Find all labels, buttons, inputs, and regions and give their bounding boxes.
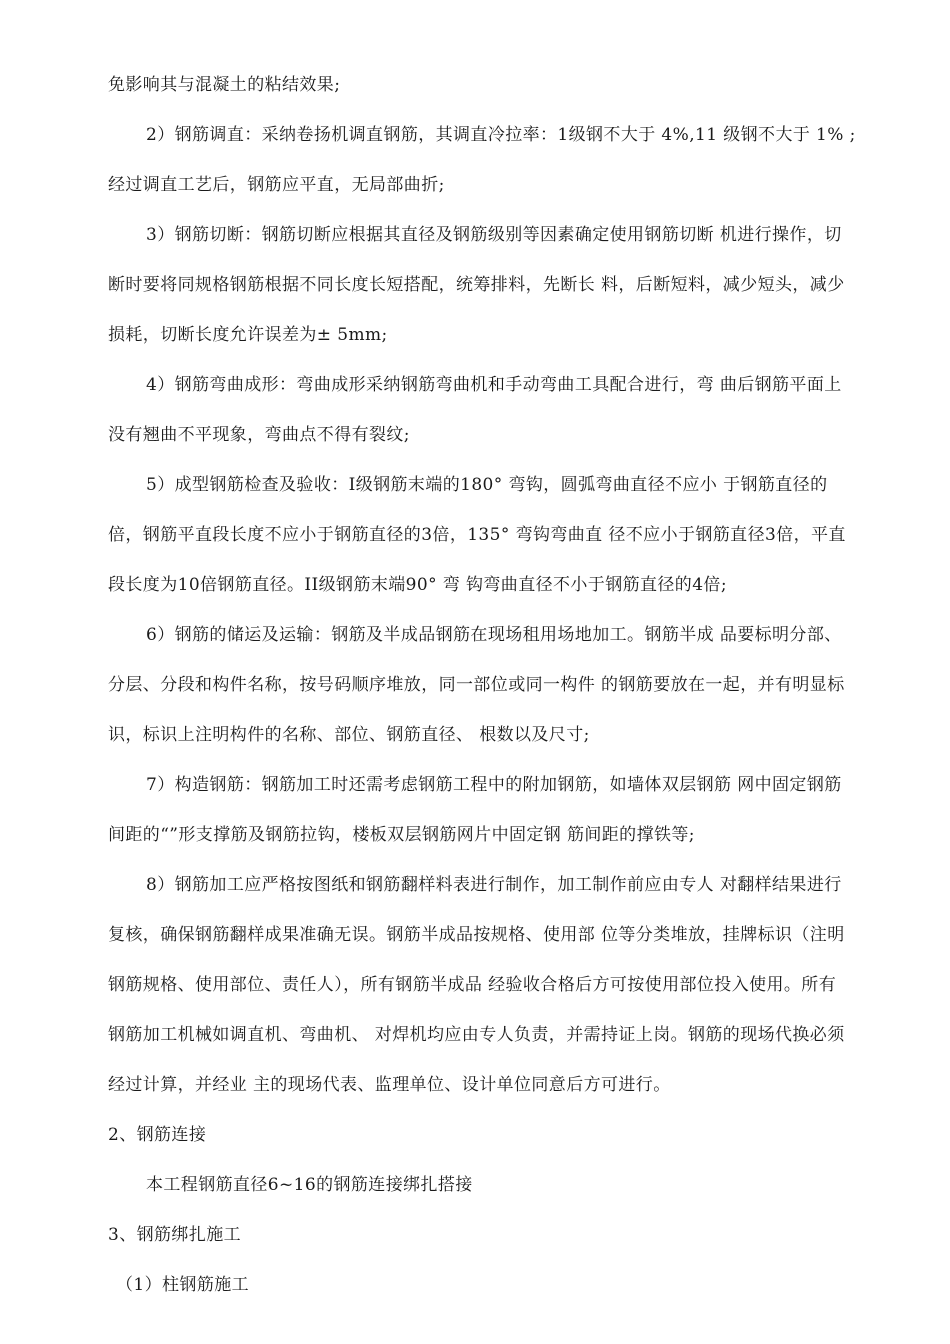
text-line: 复核，确保钢筋翻样成果准确无误。钢筋半成品按规格、使用部 位等分类堆放，挂牌标识（注明 [108,925,845,945]
text-line: 6）钢筋的储运及运输：钢筋及半成品钢筋在现场租用场地加工。钢筋半成 品要标明分部、 [146,625,842,645]
text-line: 经过调直工艺后，钢筋应平直，无局部曲折; [108,175,445,195]
text-line: 8）钢筋加工应严格按图纸和钢筋翻样料表进行制作，加工制作前应由专人 对翻样结果进行 [146,875,842,895]
text-line: 间距的“”形支撑筋及钢筋拉钩，楼板双层钢筋网片中固定钢 筋间距的撑铁等; [108,825,695,845]
subsection-heading: （1）柱钢筋施工 [116,1275,250,1295]
text-line: 钢筋加工机械如调直机、弯曲机、 对焊机均应由专人负责，并需持证上岗。钢筋的现场代换必须 [108,1025,845,1045]
text-line: 损耗，切断长度允许误差为± 5mm; [108,325,388,345]
text-line: 断时要将同规格钢筋根据不同长度长短搭配，统筹排料，先断长 料，后断短料，减少短头，减少 [108,275,845,295]
text-line: 倍，钢筋平直段长度不应小于钢筋直径的3倍，135° 弯钩弯曲直 径不应小于钢筋直径3倍，平直 [108,525,846,545]
text-line: 没有翘曲不平现象，弯曲点不得有裂纹; [108,425,410,445]
section-heading: 2、钢筋连接 [108,1125,207,1145]
text-line: 5）成型钢筋检查及验收：I级钢筋末端的180° 弯钩，圆弧弯曲直径不应小 于钢筋直径的 [146,475,828,495]
text-line: 4）钢筋弯曲成形：弯曲成形采纳钢筋弯曲机和手动弯曲工具配合进行，弯 曲后钢筋平面上 [146,375,842,395]
text-line: 分层、分段和构件名称，按号码顺序堆放，同一部位或同一构件 的钢筋要放在一起，并有明显标 [108,675,845,695]
section-heading: 3、钢筋绑扎施工 [108,1225,242,1245]
text-line: 本工程钢筋直径6~16的钢筋连接绑扎搭接 [146,1175,473,1195]
text-line: 段长度为10倍钢筋直径。II级钢筋末端90° 弯 钩弯曲直径不小于钢筋直径的4倍; [108,575,727,595]
text-line: 7）构造钢筋：钢筋加工时还需考虑钢筋工程中的附加钢筋，如墙体双层钢筋 网中固定钢筋 [146,775,842,795]
text-line: 3）钢筋切断：钢筋切断应根据其直径及钢筋级别等因素确定使用钢筋切断 机进行操作，切 [146,225,842,245]
text-line: 识，标识上注明构件的名称、部位、钢筋直径、 根数以及尺寸; [108,725,590,745]
text-line: 经过计算，并经业 主的现场代表、监理单位、设计单位同意后方可进行。 [108,1075,671,1095]
text-line: 钢筋规格、使用部位、责任人），所有钢筋半成品 经验收合格后方可按使用部位投入使用。所有 [108,975,837,995]
text-line: 2）钢筋调直：采纳卷扬机调直钢筋，其调直冷拉率：1级钢不大于 4%,11 级钢不大于 1% ; [146,125,856,145]
text-line: 免影响其与混凝土的粘结效果; [108,75,341,95]
